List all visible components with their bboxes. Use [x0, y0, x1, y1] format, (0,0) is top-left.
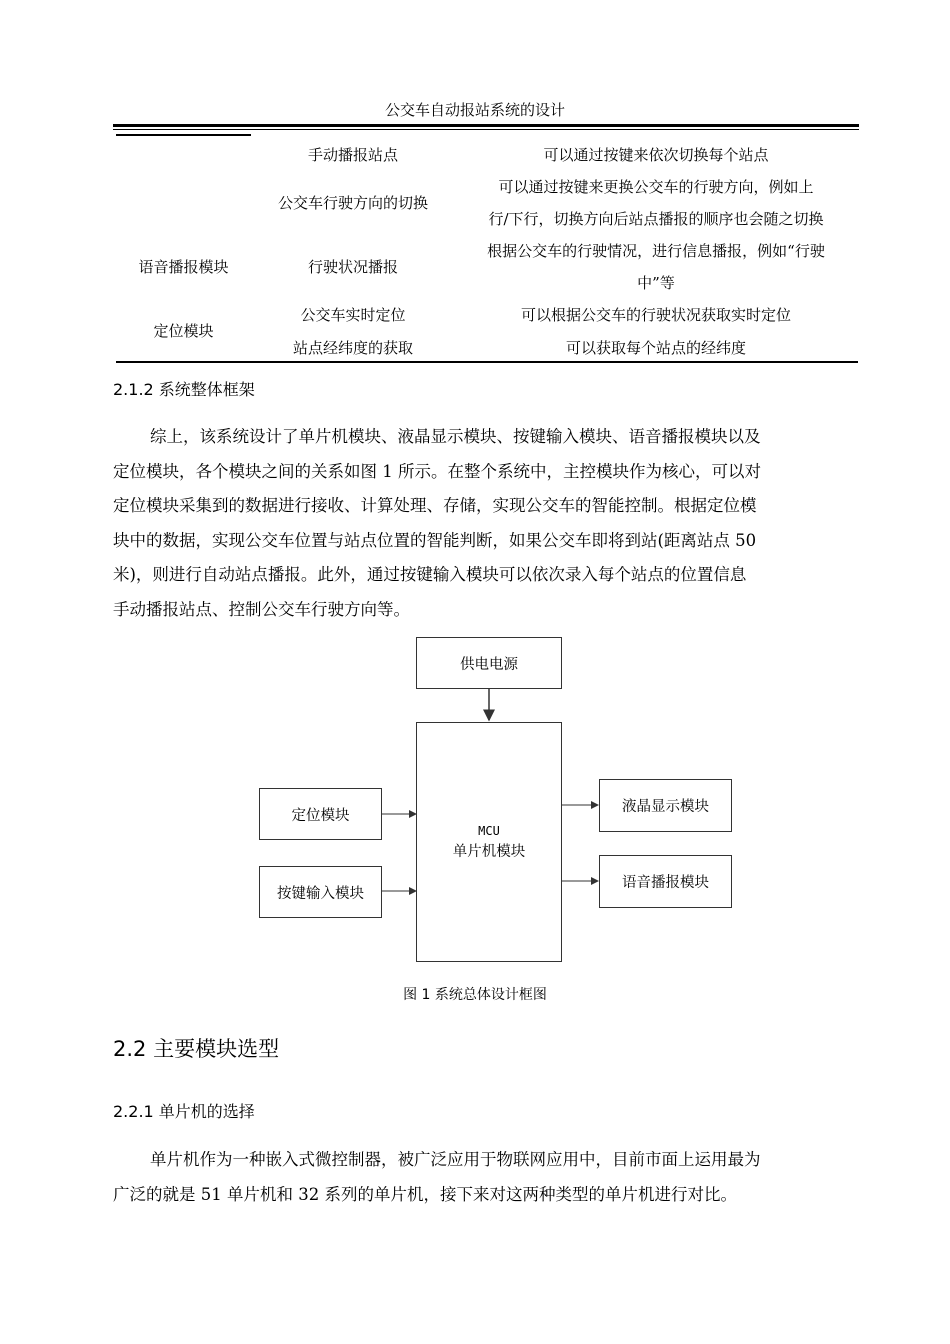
table-cell-desc: 可以通过按键来依次切换每个站点 [543, 146, 769, 164]
module-table [0, 0, 950, 380]
lcd-module-block: 液晶显示模块 [599, 779, 732, 832]
paragraph-line: 手动播报站点、控制公交车行驶方向等。 [113, 599, 410, 619]
positioning-module-block: 定位模块 [259, 788, 382, 840]
section-heading-2-1-2: 2.1.2 系统整体框架 [113, 380, 255, 399]
section-paragraph-2-2-1 [113, 1143, 859, 1212]
table-top-rule [116, 134, 251, 136]
keypad-module-block: 按键输入模块 [259, 866, 382, 918]
table-cell-desc: 可以根据公交车的行驶状况获取实时定位 [520, 306, 791, 324]
paragraph-line: 定位模块采集到的数据进行接收、计算处理、存储，实现公交车的智能控制。根据定位模 [113, 496, 757, 515]
table-cell-function: 站点经纬度的获取 [292, 339, 413, 357]
table-cell-desc: 根据公交车的行驶情况，进行信息播报，例如“行驶 [487, 242, 825, 260]
table-cell-desc: 行/下行，切换方向后站点播报的顺序也会随之切换 [488, 210, 824, 228]
table-cell-function: 公交车行驶方向的切换 [277, 194, 428, 212]
table-cell-module: 语音播报模块 [138, 258, 229, 276]
paragraph-line: 广泛的就是 51 单片机和 32 系列的单片机，接下来对这两种类型的单片机进行对比。 [113, 1184, 737, 1204]
paragraph-line: 单片机作为一种嵌入式微控制器，被广泛应用于物联网应用中，目前市面上运用最为 [150, 1150, 761, 1169]
figure-caption: 图 1 系统总体设计框图 [403, 987, 547, 1003]
section-paragraph-2-1-2 [113, 420, 859, 627]
table-cell-function: 公交车实时定位 [300, 306, 406, 324]
paragraph-line: 综上，该系统设计了单片机模块、液晶显示模块、按键输入模块、语音播报模块以及 [150, 427, 761, 446]
table-cell-module: 定位模块 [153, 322, 214, 340]
table-cell-desc: 可以通过按键来更换公交车的行驶方向，例如上 [498, 178, 814, 196]
paragraph-line: 米)，则进行自动站点播报。此外，通过按键输入模块可以依次录入每个站点的位置信息 [113, 565, 747, 584]
table-cell-function: 行驶状况播报 [307, 258, 398, 276]
mcu-label: MCU [478, 823, 500, 838]
section-heading-2-2: 2.2 主要模块选型 [113, 1037, 280, 1061]
power-supply-block: 供电电源 [416, 637, 562, 689]
paragraph-line: 块中的数据，实现公交车位置与站点位置的智能判断，如果公交车即将到站(距离站点 50 [113, 530, 757, 550]
table-cell-desc: 中”等 [637, 274, 675, 292]
voice-module-block: 语音播报模块 [599, 855, 732, 908]
page-header-title: 公交车自动报站系统的设计 [384, 101, 565, 119]
section-heading-2-2-1: 2.2.1 单片机的选择 [113, 1102, 255, 1121]
paragraph-line: 定位模块，各个模块之间的关系如图 1 所示。在整个系统中，主控模块作为核心，可以对 [113, 461, 761, 481]
table-cell-function: 手动播报站点 [307, 146, 398, 164]
mcu-module-label: 单片机模块 [452, 843, 526, 860]
table-bottom-rule [116, 361, 858, 363]
table-cell-desc: 可以获取每个站点的经纬度 [565, 339, 746, 357]
mcu-block [416, 722, 562, 962]
